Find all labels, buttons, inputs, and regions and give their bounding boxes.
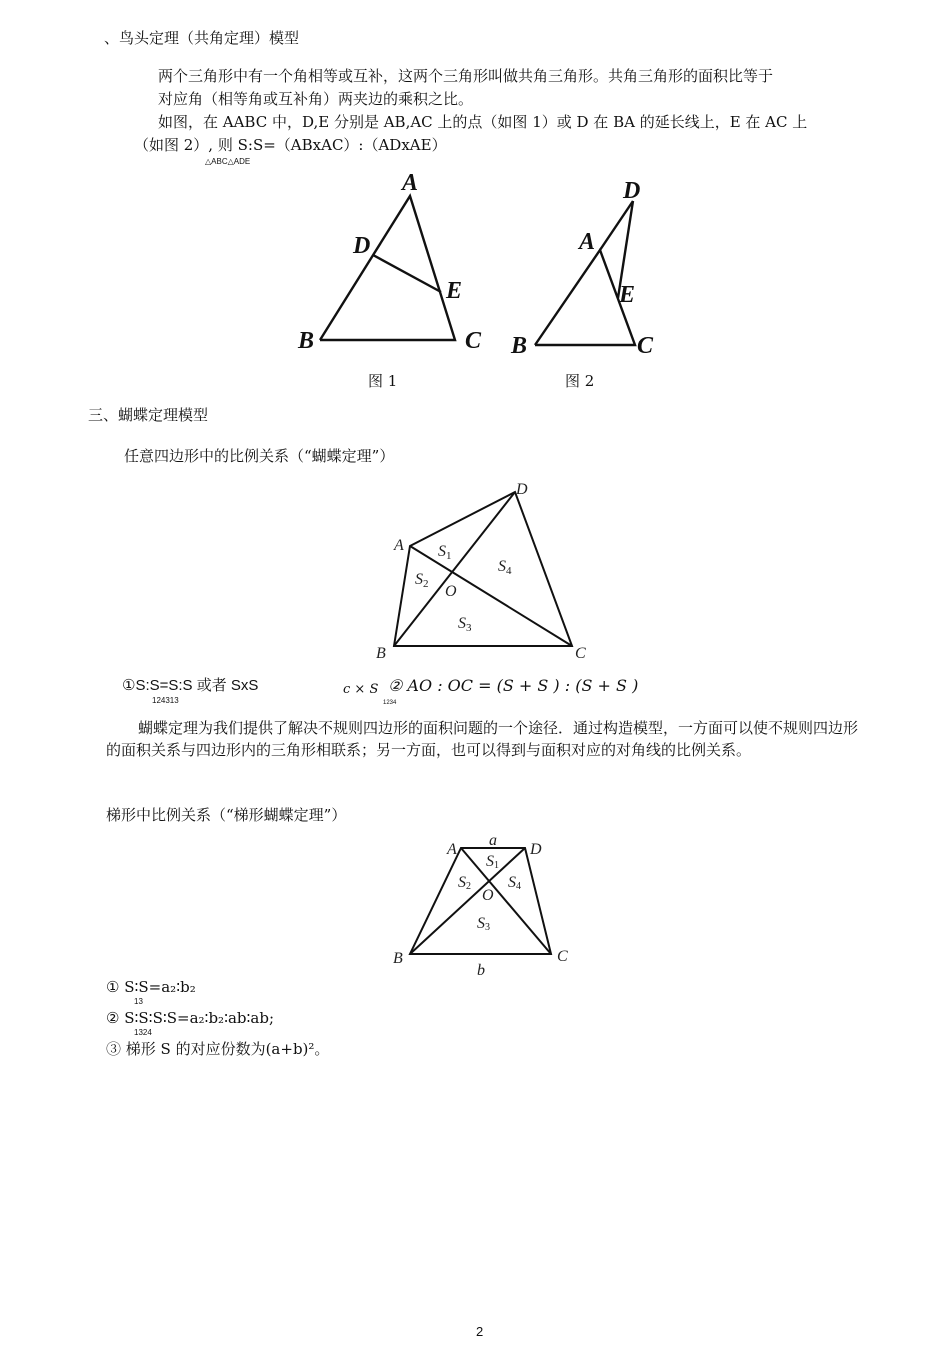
trapezoid-item-1: ① S∶S=a₂∶b₂: [106, 978, 196, 996]
quad-label-S1: S1: [438, 543, 452, 562]
fig2-label-A: A: [579, 229, 596, 255]
fig1-caption: 图 1: [368, 372, 398, 388]
figure-2-triangle: [505, 168, 675, 388]
figure-1-triangle: [290, 168, 490, 388]
fig2-label-C: C: [637, 333, 654, 359]
butterfly-formula-2: ② AO : OC = (S + S ) : (S + S ): [388, 676, 639, 695]
fig1-label-E: E: [446, 278, 463, 304]
fig2-caption: 图 2: [565, 372, 595, 388]
trap-label-b: b: [477, 962, 485, 978]
trap-label-B: B: [393, 950, 403, 967]
trap-label-O: O: [482, 887, 494, 904]
text-line: 对应角（相等角或互补角）两夹边的乘积之比。: [158, 90, 474, 108]
quad-label-O: O: [445, 583, 457, 600]
trap-label-S3: S3: [477, 915, 490, 933]
trap-label-A: A: [447, 841, 457, 858]
subheading-quadrilateral: 任意四边形中的比例关系（“蝴蝶定理”）: [124, 447, 395, 465]
formula-2-subscript: 1234: [383, 700, 397, 706]
text-line: （如图 2）, 则 S:S=（ABxAC）:（ADxAE）: [134, 136, 447, 154]
quad-label-C: C: [575, 645, 586, 662]
trap-label-a: a: [489, 832, 497, 849]
quad-label-S2: S2: [415, 571, 429, 590]
quad-label-A: A: [394, 537, 404, 554]
quad-label-D: D: [516, 481, 528, 498]
fig1-label-C: C: [465, 328, 482, 354]
butterfly-description: 蝴蝶定理为我们提供了解决不规则四边形的面积问题的一个途径．通过构造模型，一方面可以使不规则四边形的面积关系与四边形内的三角形相联系；另一方面，也可以得到与面积对应的对角线的比例关系。: [106, 719, 859, 759]
fig2-label-B: B: [511, 333, 528, 359]
figure-butterfly-quadrilateral: [370, 478, 610, 668]
quad-label-S4: S4: [498, 558, 512, 577]
butterfly-formula-1: ①S:S=S:S 或者 SxS: [122, 677, 259, 694]
text-line: 如图，在 AABC 中，D,E 分别是 AB,AC 上的点（如图 1）或 D 在 BA 的延长线上，E 在 AC 上: [158, 113, 808, 131]
trap-label-S4: S4: [508, 874, 521, 892]
quad-label-B: B: [376, 645, 386, 662]
text-line: 两个三角形中有一个角相等或互补，这两个三角形叫做共角三角形。共角三角形的面积比等于: [158, 67, 774, 85]
figure-trapezoid-butterfly: [385, 828, 585, 978]
subheading-trapezoid: 梯形中比例关系（“梯形蝴蝶定理”）: [106, 806, 347, 824]
quad-label-S3: S3: [458, 615, 472, 634]
formula-1-subscript: 124313: [152, 696, 179, 705]
section-heading-butterfly: 三、蝴蝶定理模型: [88, 406, 209, 424]
trap-label-S2: S2: [458, 874, 471, 892]
page-number: 2: [476, 1324, 484, 1339]
fig1-label-B: B: [298, 328, 315, 354]
butterfly-formula-2a: c × S: [343, 682, 379, 697]
item-1-subscript: 13: [134, 997, 143, 1006]
fig2-label-E: E: [619, 282, 636, 308]
trapezoid-item-2: ② S∶S∶S∶S=a₂∶b₂∶ab∶ab;: [106, 1009, 275, 1027]
fig1-label-D: D: [353, 233, 371, 259]
item-2-subscript: 1324: [134, 1028, 152, 1037]
trap-label-D: D: [530, 841, 542, 858]
trapezoid-item-3: ③ 梯形 S 的对应份数为(a+b)²。: [106, 1040, 330, 1058]
section-heading-bird-head: 、鸟头定理（共角定理）模型: [104, 29, 300, 47]
fig1-label-A: A: [402, 170, 419, 196]
trap-label-C: C: [557, 948, 568, 965]
subscript-label: △ABC△ADE: [205, 157, 251, 166]
fig2-label-D: D: [623, 178, 641, 204]
trap-label-S1: S1: [486, 853, 499, 871]
